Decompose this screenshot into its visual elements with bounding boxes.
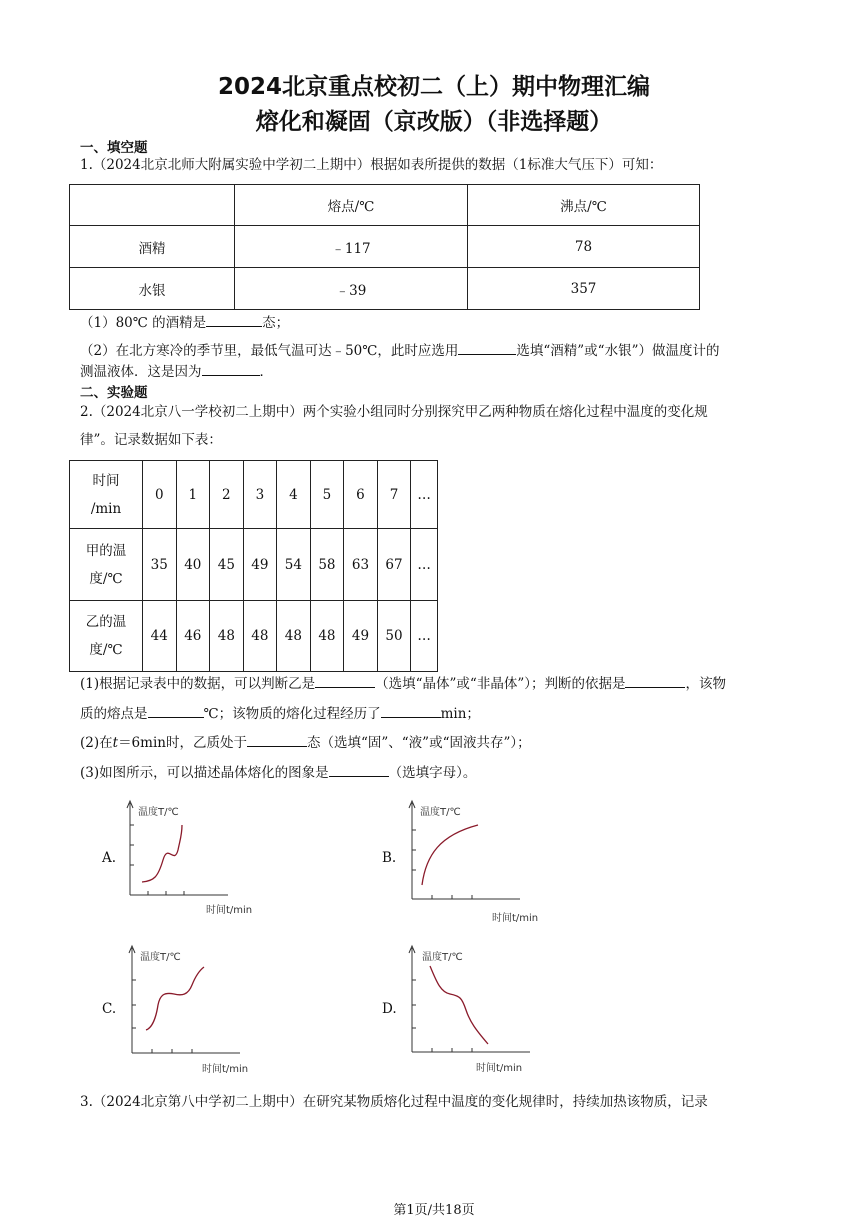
row-label-yi: 乙的温 度/℃ (70, 601, 143, 672)
table-cell: … (411, 529, 438, 601)
q1-header-boiling: 沸点/℃ (468, 185, 700, 226)
q2-sub1: (1)根据记录表中的数据，可以判断乙是 （选填“晶体”或“非晶体”）；判断的依据是 ，该物 (80, 673, 795, 694)
graph-d (400, 940, 560, 1075)
table-cell: 7 (377, 461, 411, 529)
q2-stem-cont: 律”。记录数据如下表： (80, 432, 222, 448)
y-axis-label: 温度T/℃ (140, 952, 181, 963)
answer-blank[interactable] (329, 762, 389, 777)
q1-stem: 1.（2024北京北师大附属实验中学初二上期中）根据如表所提供的数据（1标准大气压下）可知： (80, 157, 663, 173)
table-cell: 6 (344, 461, 378, 529)
q1-header-melting: 熔点/℃ (235, 185, 468, 226)
q1-part1: （1）80℃ 的酒精是 态； (80, 312, 795, 333)
table-cell: 40 (176, 529, 210, 601)
table-cell: … (411, 461, 438, 529)
table-cell: 45 (210, 529, 244, 601)
table-cell: 50 (377, 601, 411, 672)
table-cell: 48 (277, 601, 311, 672)
table-cell: 49 (243, 529, 277, 601)
y-axis-label: 温度T/℃ (422, 952, 463, 963)
answer-blank[interactable] (625, 673, 685, 688)
x-axis-label: 时间t/min (492, 913, 539, 924)
option-label-a[interactable]: A. (102, 850, 117, 866)
graph-a (118, 795, 268, 920)
answer-blank[interactable] (247, 732, 307, 747)
table-cell: 54 (277, 529, 311, 601)
section-heading-fill-blank: 一、填空题 (80, 140, 148, 156)
answer-blank[interactable] (381, 703, 441, 718)
row-label-time: 时间 /min (70, 461, 143, 529)
page-title: 2024北京重点校初二（上）期中物理汇编 (217, 74, 650, 100)
table-cell: 2 (210, 461, 244, 529)
table-cell: 酒精 (70, 226, 235, 268)
table-cell: 48 (243, 601, 277, 672)
table-cell: 1 (176, 461, 210, 529)
table-cell: 4 (277, 461, 311, 529)
table-cell: ﹣117 (235, 226, 468, 268)
q2-table (69, 460, 438, 672)
graph-c (118, 940, 268, 1075)
option-label-b[interactable]: B. (382, 850, 397, 866)
q1-header-empty (70, 185, 235, 226)
q1-part2: （2）在北方寒冷的季节里，最低气温可达﹣50℃，此时应选用 选填“酒精”或“水银”）做温度计的 (80, 340, 795, 361)
table-cell: 0 (143, 461, 177, 529)
q2-sub2: (2)在t＝6min时，乙质处于 态（选填“固”、“液”或“固液共存”）； (80, 732, 795, 753)
answer-blank[interactable] (202, 361, 260, 376)
row-label-jia: 甲的温 度/℃ (70, 529, 143, 601)
table-cell: 49 (344, 601, 378, 672)
section-heading-experiment: 二、实验题 (80, 385, 148, 401)
page-subtitle: 熔化和凝固（京改版）（非选择题） (255, 109, 613, 135)
table-cell: 357 (468, 268, 700, 310)
option-label-c[interactable]: C. (102, 1001, 117, 1017)
answer-blank[interactable] (148, 703, 204, 718)
table-cell: 67 (377, 529, 411, 601)
table-cell: 35 (143, 529, 177, 601)
y-axis-label: 温度T/℃ (138, 807, 179, 818)
q2-sub1-cont: 质的熔点是 ℃；该物质的熔化过程经历了 min； (80, 703, 795, 724)
table-cell: 5 (310, 461, 344, 529)
q1-table (69, 184, 700, 310)
table-cell: ﹣39 (235, 268, 468, 310)
q2-sub3: (3)如图所示，可以描述晶体熔化的图象是 （选填字母）。 (80, 762, 795, 783)
q3-stem: 3.（2024北京第八中学初二上期中）在研究某物质熔化过程中温度的变化规律时，持续加热该物质，记录 (80, 1094, 708, 1110)
table-cell: 水银 (70, 268, 235, 310)
table-cell: 3 (243, 461, 277, 529)
answer-blank[interactable] (458, 340, 516, 355)
table-cell: … (411, 601, 438, 672)
answer-blank[interactable] (315, 673, 375, 688)
table-cell: 48 (210, 601, 244, 672)
x-axis-label: 时间t/min (202, 1064, 249, 1075)
table-cell: 78 (468, 226, 700, 268)
x-axis-label: 时间t/min (206, 905, 253, 916)
table-cell: 48 (310, 601, 344, 672)
table-cell: 44 (143, 601, 177, 672)
graph-b (400, 795, 560, 925)
q2-stem: 2.（2024北京八一学校初二上期中）两个实验小组同时分别探究甲乙两种物质在熔化过程中温度的变化规 (80, 404, 708, 420)
table-cell: 46 (176, 601, 210, 672)
y-axis-label: 温度T/℃ (420, 807, 461, 818)
answer-blank[interactable] (206, 312, 262, 327)
x-axis-label: 时间t/min (476, 1063, 523, 1074)
table-cell: 63 (344, 529, 378, 601)
page-footer: 第1页/共18页 (393, 1203, 475, 1218)
option-label-d[interactable]: D. (382, 1001, 397, 1017)
table-cell: 58 (310, 529, 344, 601)
q1-part2-cont: 测温液体．这是因为 ． (80, 361, 795, 382)
